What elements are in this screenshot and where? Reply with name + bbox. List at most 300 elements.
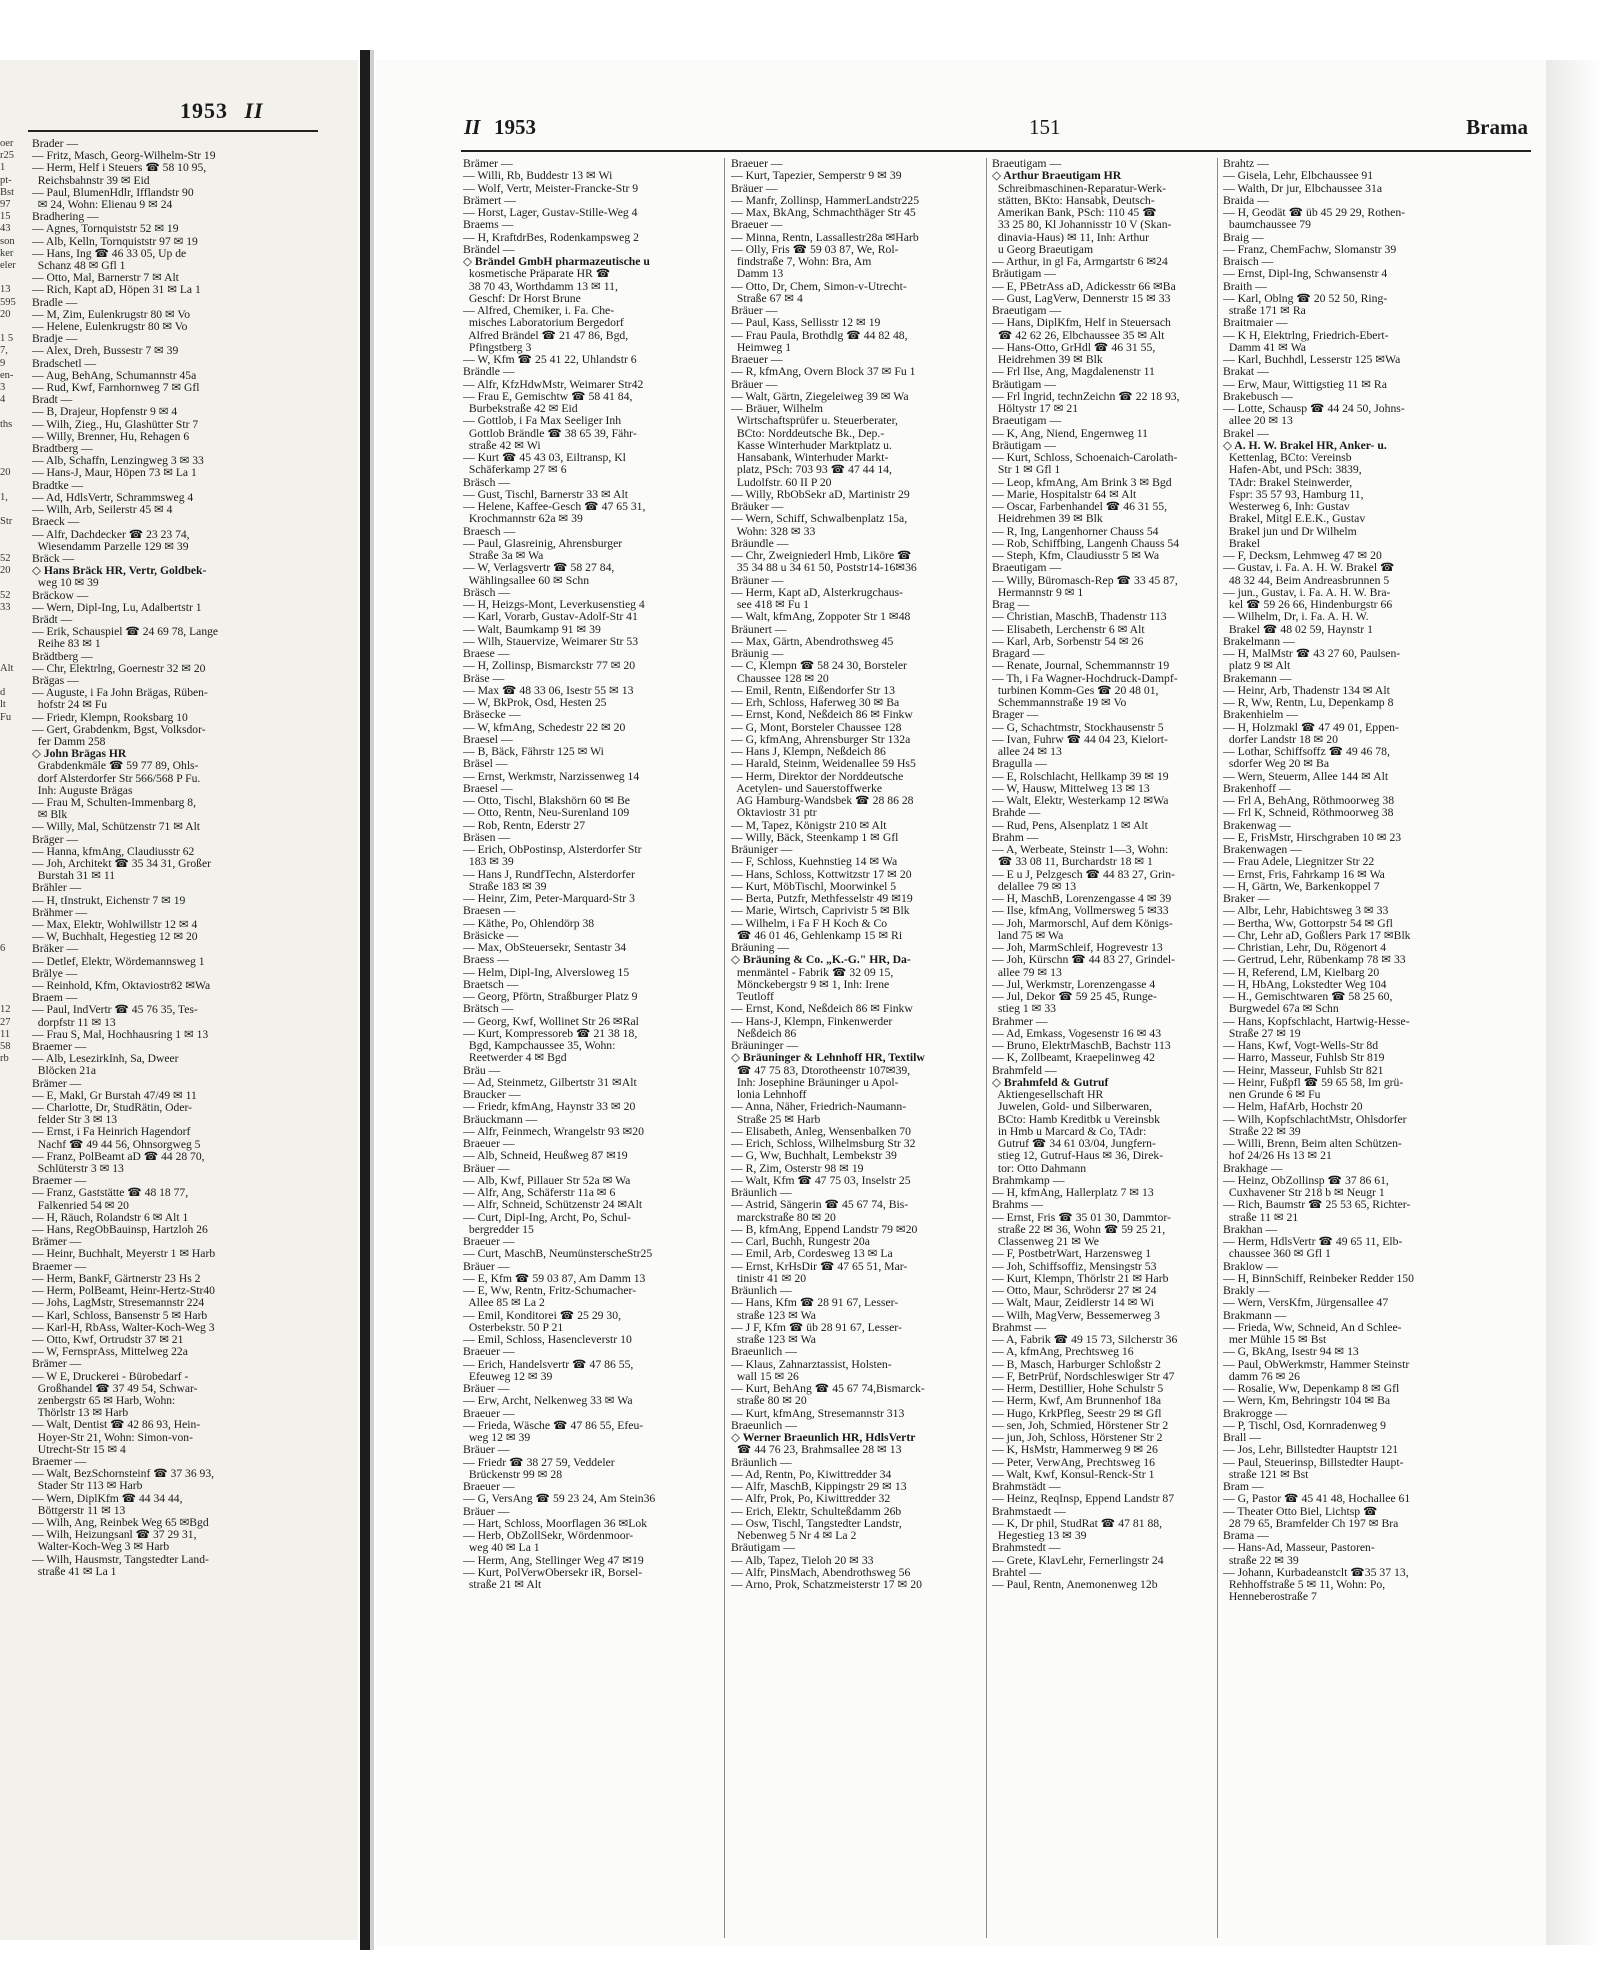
directory-entry: — Curt, Dipl-Ing, Archt, Po, Schul- bbox=[463, 1210, 631, 1224]
margin-fragment bbox=[0, 797, 20, 809]
directory-entry: — Karl, Schloss, Bansenstr 5 ✉ Harb bbox=[32, 1308, 208, 1322]
surname-heading: Brahmst — bbox=[992, 1320, 1047, 1334]
directory-entry: weg 40 ✉ La 1 bbox=[463, 1541, 540, 1555]
surname-heading: Brändel — bbox=[463, 242, 515, 256]
directory-entry: — Gust, LagVerw, Dennerstr 15 ✉ 33 bbox=[992, 291, 1171, 305]
directory-entry: — Wilh, MagVerw, Bessemerweg 3 bbox=[992, 1308, 1160, 1322]
directory-entry: straße 11 ✉ 21 bbox=[1223, 1210, 1299, 1224]
surname-heading: Brägas — bbox=[32, 673, 79, 687]
directory-entry: — Rob, Schiffbing, Langenh Chauss 54 bbox=[992, 536, 1180, 550]
page-year: 1953 bbox=[494, 115, 536, 139]
directory-entry: — Otto, Kwf, Ortrudstr 37 ✉ 21 bbox=[32, 1332, 184, 1346]
directory-entry: — G, Ww, Buchhalt, Lembekstr 39 bbox=[731, 1149, 897, 1163]
directory-entry: — G, VersAng ☎ 59 23 24, Am Stein36 bbox=[463, 1492, 656, 1506]
margin-fragment: 33 bbox=[0, 601, 11, 613]
directory-entry: Inh: Auguste Brägas bbox=[32, 783, 133, 797]
next-page-margin-bleed bbox=[0, 138, 20, 1065]
directory-entry: — Wilhelm, i Fa F H Koch & Co bbox=[731, 916, 888, 930]
surname-heading: Brahmstaedt — bbox=[992, 1504, 1066, 1518]
column-divider bbox=[986, 158, 987, 1938]
directory-entry: — Oscar, Farbenhandel ☎ 46 31 55, bbox=[992, 500, 1168, 513]
directory-entry: — K, HsMstr, Hammerweg 9 ✉ 26 bbox=[992, 1443, 1158, 1457]
directory-entry: — W, Kfm ☎ 25 41 22, Uhlandstr 6 bbox=[463, 353, 637, 366]
directory-entry: — A, Fabrik ☎ 49 15 73, Silcherstr 36 bbox=[992, 1333, 1178, 1346]
surname-heading: Brädtberg — bbox=[32, 649, 93, 663]
surname-heading: Bräuker — bbox=[731, 500, 784, 513]
directory-entry: — Karl, Buchhdl, Lesserstr 125 ✉Wa bbox=[1223, 353, 1401, 366]
surname-heading: Bräuning — bbox=[731, 941, 790, 954]
directory-entry: — Rud, Kwf, Farnhornweg 7 ✉ Gfl bbox=[32, 381, 200, 395]
directory-entry: Gutruf ☎ 34 61 03/04, Jungfern- bbox=[992, 1137, 1156, 1150]
directory-entry: — Kurt, Tapezier, Semperstr 9 ✉ 39 bbox=[731, 169, 902, 183]
directory-entry: Cuxhavener Str 218 b ✉ Neugr 1 bbox=[1223, 1186, 1385, 1199]
directory-entry: — Bräuer, Wilhelm bbox=[731, 402, 823, 415]
directory-entry: — Paul, BlumenHdlr, Ifflandstr 90 bbox=[32, 185, 194, 199]
margin-fragment: 9 bbox=[0, 357, 6, 369]
directory-entry: allee 24 ✉ 13 bbox=[992, 745, 1062, 758]
directory-entry: — Frl K, Schneid, Röthmoorweg 38 bbox=[1223, 806, 1394, 820]
directory-entry: — E, Kfm ☎ 59 03 87, Am Damm 13 bbox=[463, 1271, 646, 1285]
surname-heading: Bradt — bbox=[32, 393, 73, 407]
directory-entry: Hermannstr 9 ✉ 1 bbox=[992, 585, 1084, 599]
margin-fragment: 1 5 bbox=[0, 333, 14, 345]
directory-entry: felder Str 3 ✉ 13 bbox=[32, 1113, 118, 1127]
surname-heading: Bräuer — bbox=[731, 377, 778, 391]
directory-entry: — Willy, RbObSekr aD, Martinistr 29 bbox=[731, 487, 910, 501]
directory-entry: Böttgerstr 11 ✉ 13 bbox=[32, 1503, 126, 1517]
directory-entry: kosmetische Präparate HR ☎ bbox=[463, 267, 611, 281]
margin-fragment: 27 bbox=[0, 1016, 11, 1028]
directory-entry: — Wilh, KopfschlachtMstr, Ohlsdorfer bbox=[1223, 1112, 1407, 1126]
directory-entry: misches Laboratorium Bergedorf bbox=[463, 316, 624, 330]
directory-entry: — Frau E, Gemischtw ☎ 58 41 84, bbox=[463, 389, 633, 403]
directory-entry: — Wern, VersKfm, Jürgensallee 47 bbox=[1223, 1296, 1389, 1310]
directory-entry: Brakel bbox=[1223, 536, 1260, 550]
directory-entry: — Joh, Kürschn ☎ 44 83 27, Grindel- bbox=[992, 953, 1176, 967]
directory-entry: — H, HbAng, Lokstedter Weg 104 bbox=[1223, 977, 1387, 991]
surname-heading: Brama — bbox=[1223, 1529, 1269, 1542]
directory-entry: — Paul, Glasreinig, Ahrensburger bbox=[463, 536, 623, 550]
directory-entry: — P, Tischl, Osd, Kornradenweg 9 bbox=[1223, 1418, 1386, 1432]
directory-entry: Straße 27 ✉ 19 bbox=[1223, 1026, 1301, 1040]
directory-entry: straße 22 ✉ 39 bbox=[1223, 1553, 1299, 1567]
surname-heading: Bräunlich — bbox=[731, 1455, 792, 1469]
directory-entry: ☎ 42 62 26, Elbchaussee 35 ✉ Alt bbox=[992, 328, 1165, 342]
margin-fragment bbox=[0, 773, 20, 785]
directory-entry: Wiesendamm Parzelle 129 ✉ 39 bbox=[32, 539, 189, 553]
directory-entry: — Herm, PolBeamt, Heinr-Hertz-Str40 bbox=[32, 1284, 215, 1298]
surname-heading: Bräsch — bbox=[463, 475, 511, 489]
surname-heading: Brämer — bbox=[32, 1357, 82, 1371]
directory-entry: — Arno, Prok, Schatzmeisterstr 17 ✉ 20 bbox=[731, 1578, 922, 1591]
directory-entry: Brakel ☎ 48 02 59, Haynstr 1 bbox=[1223, 622, 1373, 636]
surname-heading: Brämer — bbox=[32, 1076, 82, 1090]
directory-entry: — Alex, Dreh, Bussestr 7 ✉ 39 bbox=[32, 344, 179, 358]
directory-entry: hof 24/26 Hs 13 ✉ 21 bbox=[1223, 1149, 1332, 1163]
directory-entry: — Joh, MarmSchleif, Hogrevestr 13 bbox=[992, 941, 1163, 954]
surname-heading: Braeuer — bbox=[731, 353, 783, 366]
directory-entry: — Wilhelm, Dr, i. Fa. A. H. W. bbox=[1223, 610, 1369, 624]
directory-entry: straße 42 ✉ Wi bbox=[463, 438, 541, 452]
directory-entry: Hoyer-Str 21, Wohn: Simon-von- bbox=[32, 1430, 193, 1444]
directory-entry: Ludolfstr. 60 II P 20 bbox=[731, 475, 832, 489]
previous-page-year: 1953 bbox=[180, 98, 228, 123]
directory-entry: — Jos, Lehr, Billstedter Hauptstr 121 bbox=[1223, 1443, 1399, 1457]
directory-entry: — Willy, Büromasch-Rep ☎ 33 45 87, bbox=[992, 573, 1178, 587]
surname-heading: Bram — bbox=[1223, 1480, 1264, 1493]
directory-entry: — Herm, Ang, Stellinger Weg 47 ✉19 bbox=[463, 1553, 644, 1567]
directory-entry: — Alfr, PinsMach, Abendrothsweg 56 bbox=[731, 1565, 911, 1579]
directory-entry: — Auguste, i Fa John Brägas, Rüben- bbox=[32, 686, 208, 700]
directory-entry: — Karl, Oblng ☎ 20 52 50, Ring- bbox=[1223, 291, 1388, 305]
directory-entry: — Willy, Bäck, Steenkamp 1 ✉ Gfl bbox=[731, 830, 899, 844]
directory-entry: Neßdeich 86 bbox=[731, 1026, 797, 1040]
margin-fragment bbox=[0, 431, 20, 443]
directory-entry: — W, FernsprAss, Mittelweg 22a bbox=[32, 1345, 188, 1359]
margin-fragment: r25 bbox=[0, 150, 14, 162]
directory-entry: — Gertrud, Lehr, Rübenkamp 78 ✉ 33 bbox=[1223, 953, 1406, 967]
margin-fragment bbox=[0, 736, 20, 748]
directory-entry: Grabdenkmäle ☎ 59 77 89, Ohls- bbox=[32, 759, 199, 773]
surname-heading: Braeunlich — bbox=[731, 1418, 797, 1432]
directory-entry: — Marie, Wirtsch, Caprivistr 5 ✉ Blk bbox=[731, 904, 910, 918]
directory-entry: stieg 1 ✉ 33 bbox=[992, 1002, 1057, 1016]
directory-entry: — Paul, Kass, Sellisstr 12 ✉ 19 bbox=[731, 316, 881, 330]
surname-heading: Brahmstädt — bbox=[992, 1480, 1061, 1493]
directory-entry: — G, Schachtmstr, Stockhausenstr 5 bbox=[992, 720, 1164, 734]
directory-entry: — Willy, Brenner, Hu, Rehagen 6 bbox=[32, 429, 190, 443]
surname-heading: Bräker — bbox=[32, 942, 79, 956]
surname-heading: Bräunlich — bbox=[731, 1186, 792, 1199]
margin-fragment: 52 bbox=[0, 589, 11, 601]
directory-entry: — K H, Elektrlng, Friedrich-Ebert- bbox=[1223, 328, 1389, 342]
margin-fragment bbox=[0, 858, 20, 870]
directory-entry: — R, Ww, Rentn, Lu, Depenkamp 8 bbox=[1223, 696, 1394, 709]
directory-entry: — Kurt ☎ 45 43 03, Eiltransp, Kl bbox=[463, 451, 626, 464]
directory-entry: — Paul, IndVertr ☎ 45 76 35, Tes- bbox=[32, 1003, 198, 1017]
directory-entry: — H, BinnSchiff, Reinbeker Redder 150 bbox=[1223, 1271, 1414, 1285]
directory-entry: sdorfer Weg 20 ✉ Ba bbox=[1223, 757, 1330, 771]
directory-entry: — Friedr, kfmAng, Haynstr 33 ✉ 20 bbox=[463, 1100, 636, 1114]
surname-heading: Braeutigam — bbox=[992, 158, 1062, 170]
directory-entry: — Heinr, Fußpfl ☎ 59 65 58, Im grü- bbox=[1223, 1075, 1404, 1089]
directory-entry: — Franz, Gaststätte ☎ 48 18 77, bbox=[32, 1186, 189, 1200]
surname-heading: Bräuner — bbox=[731, 573, 784, 587]
directory-entry: Bgd, Kampchaussee 35, Wohn: bbox=[463, 1039, 616, 1052]
directory-entry: straße 123 ✉ Wa bbox=[731, 1333, 816, 1346]
margin-fragment bbox=[0, 846, 20, 858]
directory-entry: — Chr, Lehr aD, Goßlers Park 17 ✉Blk bbox=[1223, 928, 1411, 942]
directory-entry: — Frl A, BehAng, Röthmoorweg 38 bbox=[1223, 794, 1395, 807]
directory-entry: — Horst, Lager, Gustav-Stille-Weg 4 bbox=[463, 206, 638, 219]
directory-entry: — Karl-H, RbAss, Walter-Koch-Weg 3 bbox=[32, 1320, 215, 1334]
directory-entry: — Chr, Elektrlng, Goernestr 32 ✉ 20 bbox=[32, 661, 206, 675]
directory-entry: Hafen-Abt, und PSch: 3839, bbox=[1223, 463, 1362, 477]
directory-entry: 28 79 65, Bramfelder Ch 197 ✉ Bra bbox=[1223, 1516, 1399, 1530]
directory-entry: — B, Bäck, Fährstr 125 ✉ Wi bbox=[463, 745, 604, 758]
surname-heading: Bräu — bbox=[463, 1063, 501, 1077]
surname-heading: Bräuer — bbox=[731, 181, 778, 195]
directory-entry: — H, Zollinsp, Bismarckstr 77 ✉ 20 bbox=[463, 659, 636, 673]
surname-heading: Braess — bbox=[463, 953, 509, 967]
directory-entry: — Ernst, Werkmstr, Narzissenweg 14 bbox=[463, 769, 640, 783]
directory-entry: stätten, BKto: Hansabk, Deutsch- bbox=[992, 193, 1155, 207]
directory-entry: — Frau S, Mal, Hochhausring 1 ✉ 13 bbox=[32, 1027, 209, 1041]
margin-fragment: 52 bbox=[0, 552, 11, 564]
directory-entry: 48 32 44, Beim Andreasbrunnen 5 bbox=[1223, 573, 1390, 587]
directory-entry: — Berta, Putzfr, Methfesselstr 49 ✉19 bbox=[731, 892, 913, 905]
directory-column-4 bbox=[1223, 158, 1461, 1604]
surname-heading: Bräuer — bbox=[731, 304, 778, 317]
firm-entry: ◇ Bräuninger & Lehnhoff HR, Textilw bbox=[731, 1051, 925, 1065]
margin-fragment bbox=[0, 675, 20, 687]
directory-entry: — Erw, Maur, Wittigstieg 11 ✉ Ra bbox=[1223, 377, 1387, 391]
surname-heading: Brahmkamp — bbox=[992, 1173, 1065, 1187]
directory-entry: — Ernst, Dipl-Ing, Schwansenstr 4 bbox=[1223, 267, 1388, 281]
surname-heading: Brämer — bbox=[32, 1235, 82, 1249]
directory-entry: — Bertha, Ww, Gottorpstr 54 ✉ Gfl bbox=[1223, 916, 1393, 930]
surname-heading: Braetsch — bbox=[463, 977, 519, 991]
surname-heading: Braeutigam — bbox=[992, 414, 1062, 428]
page-header bbox=[464, 115, 1544, 145]
margin-fragment bbox=[0, 919, 20, 931]
margin-fragment: son bbox=[0, 235, 15, 247]
directory-entry: — Georg, Kwf, Wollinet Str 26 ✉Ral bbox=[463, 1014, 639, 1028]
directory-page-151 bbox=[376, 60, 1546, 1945]
directory-entry: Inh: Josephine Bräuninger u Apol- bbox=[731, 1075, 899, 1089]
directory-entry: — Emil, Rentn, Eißendorfer Str 13 bbox=[731, 683, 895, 697]
previous-page-header bbox=[180, 98, 290, 124]
margin-fragment bbox=[0, 870, 20, 882]
page-header-rule bbox=[461, 150, 1531, 152]
margin-fragment bbox=[0, 809, 20, 821]
directory-entry: — Wern, Dipl-Ing, Lu, Adalbertstr 1 bbox=[32, 600, 202, 614]
directory-entry: BCto: Norddeutsche Bk., Dep.- bbox=[731, 426, 885, 440]
directory-entry: 38 70 43, Worthdamm 13 ✉ 11, bbox=[463, 279, 618, 293]
directory-entry: — Frl Ingrid, technZeichn ☎ 22 18 93, bbox=[992, 389, 1180, 403]
directory-entry: Stader Str 113 ✉ Harb bbox=[32, 1479, 143, 1493]
directory-entry: — Leop, kfmAng, Am Brink 3 ✉ Bgd bbox=[992, 475, 1172, 489]
directory-entry: Schäferkamp 27 ✉ 6 bbox=[463, 463, 567, 477]
directory-entry: — Wern, DiplKfm ☎ 44 34 44, bbox=[32, 1491, 183, 1505]
directory-entry: — Max ☎ 48 33 06, Isestr 55 ✉ 13 bbox=[463, 683, 634, 697]
directory-entry: — Wern, Steuerm, Allee 144 ✉ Alt bbox=[1223, 769, 1389, 783]
surname-heading: Brakat — bbox=[1223, 365, 1269, 379]
directory-entry: Burbekstraße 42 ✉ Eid bbox=[463, 402, 578, 415]
surname-heading: Braeuer — bbox=[463, 1345, 515, 1359]
margin-fragment bbox=[0, 272, 20, 284]
directory-entry: Straße 183 ✉ 39 bbox=[463, 879, 547, 893]
surname-heading: Bräutigam — bbox=[992, 377, 1056, 391]
surname-heading: Bräuer — bbox=[463, 1259, 510, 1273]
directory-entry: — Frl Ilse, Ang, Magdalenenstr 11 bbox=[992, 365, 1155, 379]
directory-entry: Krochmannstr 62a ✉ 39 bbox=[463, 512, 583, 526]
directory-entry: — R, Ing, Langenhorner Chauss 54 bbox=[992, 524, 1159, 538]
directory-entry: — Georg, Pförtn, Straßburger Platz 9 bbox=[463, 990, 638, 1003]
directory-entry: Thörlstr 13 ✉ Harb bbox=[32, 1406, 129, 1420]
directory-entry: — M, Zim, Eulenkrugstr 80 ✉ Vo bbox=[32, 307, 191, 321]
margin-fragment bbox=[0, 821, 20, 833]
surname-heading: Brakly — bbox=[1223, 1284, 1270, 1297]
surname-heading: Braesch — bbox=[463, 524, 516, 538]
directory-entry: weg 10 ✉ 39 bbox=[32, 576, 99, 590]
surname-heading: Braesen — bbox=[463, 904, 516, 918]
directory-entry: — H, Referend, LM, Kielbarg 20 bbox=[1223, 965, 1380, 979]
directory-entry: — Gustav, i. Fa. A. H. W. Brakel ☎ bbox=[1223, 561, 1395, 575]
directory-entry: — Alb, Tapez, Tieloh 20 ✉ 33 bbox=[731, 1553, 874, 1567]
directory-entry: BCto: Hamb Kreditbk u Vereinsbk bbox=[992, 1112, 1160, 1126]
directory-entry: — Herm, BankF, Gärtnerstr 23 Hs 2 bbox=[32, 1271, 201, 1285]
margin-fragment: ths bbox=[0, 418, 13, 430]
directory-entry: — Theater Otto Biel, Lichtsp ☎ bbox=[1223, 1504, 1378, 1518]
surname-heading: Brakel — bbox=[1223, 426, 1269, 440]
directory-entry: — G, Mont, Borsteler Chaussee 128 bbox=[731, 720, 902, 734]
margin-fragment bbox=[0, 626, 20, 638]
directory-entry: — Walt, Kfm ☎ 47 75 03, Inselstr 25 bbox=[731, 1173, 911, 1187]
directory-entry: — R, kfmAng, Overn Block 37 ✉ Fu 1 bbox=[731, 365, 916, 379]
directory-entry: platz, PSch: 703 93 ☎ 47 44 14, bbox=[731, 463, 892, 477]
directory-entry: ☎ 47 75 83, Dtorotheenstr 107✉39, bbox=[731, 1063, 911, 1077]
surname-heading: Brändle — bbox=[463, 365, 515, 379]
directory-entry: Wählingsallee 60 ✉ Schn bbox=[463, 573, 590, 587]
directory-entry: — Heinr, Arb, Thadenstr 134 ✉ Alt bbox=[1223, 683, 1390, 697]
surname-heading: Bräuer — bbox=[463, 1382, 510, 1395]
directory-entry: Nebenweg 5 Nr 4 ✉ La 2 bbox=[731, 1529, 857, 1542]
directory-entry: — Willi, Brenn, Beim alten Schützen- bbox=[1223, 1137, 1402, 1150]
directory-entry: — K, Ang, Niend, Engernweg 11 bbox=[992, 426, 1149, 440]
margin-fragment bbox=[0, 504, 20, 516]
surname-heading: Bräundle — bbox=[731, 536, 789, 550]
margin-fragment: 4 bbox=[0, 394, 6, 406]
directory-entry: Heimweg 1 bbox=[731, 340, 792, 354]
directory-entry: — Ernst, i Fa Heinrich Hagendorf bbox=[32, 1125, 191, 1139]
directory-entry: — Joh, Architekt ☎ 35 34 31, Großer bbox=[32, 856, 211, 870]
surname-heading: Bradhering — bbox=[32, 210, 99, 224]
surname-heading: Brähmer — bbox=[32, 905, 88, 919]
directory-entry: — Gisela, Lehr, Elbchaussee 91 bbox=[1223, 169, 1374, 183]
directory-entry: Efeuweg 12 ✉ 39 bbox=[463, 1369, 553, 1383]
surname-heading: Bräsch — bbox=[463, 585, 511, 599]
surname-heading: Bragulla — bbox=[992, 757, 1047, 771]
directory-entry: — Heinr, Buchhalt, Meyerstr 1 ✉ Harb bbox=[32, 1247, 216, 1261]
directory-entry: — Kurt, Schloss, Schoenaich-Carolath- bbox=[992, 451, 1178, 464]
directory-entry: — Alb, LesezirkInh, Sa, Dweer bbox=[32, 1052, 179, 1066]
directory-entry: — G, Pastor ☎ 45 41 48, Hochallee 61 bbox=[1223, 1492, 1411, 1506]
directory-entry: Pfingstberg 3 bbox=[463, 340, 532, 354]
directory-entry: Amerikan Bank, PSch: 110 45 ☎ bbox=[992, 206, 1157, 219]
surname-heading: Braeutigam — bbox=[992, 304, 1062, 317]
directory-entry: — E, Makl, Gr Burstah 47/49 ✉ 11 bbox=[32, 1088, 197, 1102]
directory-entry: Kasse Winterhuder Marktplatz u. bbox=[731, 438, 892, 452]
directory-entry: — Harro, Masseur, Fuhlsb Str 819 bbox=[1223, 1051, 1385, 1065]
directory-entry: straße 21 ✉ Alt bbox=[463, 1578, 542, 1591]
directory-entry: Acetylen- und Sauerstoffwerke bbox=[731, 781, 883, 795]
directory-entry: Osterbekstr. 50 P 21 bbox=[463, 1320, 564, 1334]
directory-entry: — Alfr, Feinmech, Wrangelstr 93 ✉20 bbox=[463, 1124, 644, 1138]
surname-heading: Brätsch — bbox=[463, 1002, 514, 1016]
directory-entry: — Jul, Dekor ☎ 59 25 45, Runge- bbox=[992, 990, 1157, 1003]
directory-entry: — Alfr, Dachdecker ☎ 23 23 74, bbox=[32, 527, 190, 541]
directory-entry: — Willy, Mal, Schützenstr 71 ✉ Alt bbox=[32, 820, 201, 834]
directory-entry: straße 22 ✉ 36, Wohn ☎ 59 25 21, bbox=[992, 1222, 1166, 1236]
directory-entry: — Heinr, Masseur, Fuhlsb Str 821 bbox=[1223, 1063, 1384, 1077]
directory-entry: — Hans-J, Klempn, Finkenwerder bbox=[731, 1014, 893, 1028]
margin-fragment: Fu bbox=[0, 711, 12, 723]
directory-entry: — Wern, Km, Behringstr 104 ✉ Ba bbox=[1223, 1394, 1391, 1408]
directory-entry: — jun, Joh, Schloss, Hörstener Str 2 bbox=[992, 1431, 1163, 1444]
directory-entry: — Erich, Schloss, Wilhelmsburg Str 32 bbox=[731, 1137, 916, 1150]
directory-entry: — Herm, Destillier, Hohe Schulstr 5 bbox=[992, 1382, 1164, 1395]
directory-entry: — Wilh, Hausmstr, Tangstedter Land- bbox=[32, 1552, 209, 1566]
directory-entry: — H., Gemischtwaren ☎ 58 25 60, bbox=[1223, 990, 1393, 1003]
directory-entry: wall 15 ✉ 26 bbox=[731, 1369, 799, 1383]
directory-entry: kel ☎ 59 26 66, Hindenburgstr 66 bbox=[1223, 598, 1393, 611]
directory-entry: — Alb, Schneid, Heußweg 87 ✉19 bbox=[463, 1149, 628, 1163]
margin-fragment: Str bbox=[0, 516, 13, 528]
directory-entry: — Gust, Tischl, Barnerstr 33 ✉ Alt bbox=[463, 487, 628, 501]
directory-entry: — Willi, Rb, Buddestr 13 ✉ Wi bbox=[463, 169, 613, 183]
directory-entry: marckstraße 80 ✉ 20 bbox=[731, 1210, 836, 1224]
directory-entry: — Wilh, Arb, Seilerstr 45 ✉ 4 bbox=[32, 503, 173, 517]
directory-entry: — Otto, Maur, Schrödersr 27 ✉ 24 bbox=[992, 1284, 1157, 1297]
margin-fragment bbox=[0, 614, 20, 626]
directory-entry: — C, Klempn ☎ 58 24 30, Borsteler bbox=[731, 659, 907, 673]
directory-entry: Brakel, Mitgl E.E.K., Gustav bbox=[1223, 512, 1366, 526]
directory-entry: — Paul, ObWerkmstr, Hammer Steinstr bbox=[1223, 1357, 1410, 1371]
margin-fragment: 11 bbox=[0, 1028, 11, 1040]
directory-entry: — K, Zollbeamt, Kraepelinweg 42 bbox=[992, 1051, 1155, 1065]
directory-entry: ✉ 24, Wohn: Elienau 9 ✉ 24 bbox=[32, 198, 173, 212]
surname-heading: Bräutigam — bbox=[992, 267, 1056, 281]
directory-entry: — H, KraftdrBes, Rodenkampsweg 2 bbox=[463, 230, 639, 244]
directory-entry: straße 41 ✉ La 1 bbox=[32, 1564, 117, 1578]
directory-entry: — Wilh, Heizungsanl ☎ 37 29 31, bbox=[32, 1528, 197, 1542]
surname-heading: Brag — bbox=[992, 598, 1030, 611]
firm-entry: ◇ Hans Bräck HR, Vertr, Goldbek- bbox=[32, 564, 207, 578]
surname-heading: Brakenhoff — bbox=[1223, 781, 1291, 795]
directory-entry: Kettenlag, BCto: Vereinsb bbox=[1223, 451, 1352, 464]
directory-entry: — Ad, Emkass, Vogesenstr 16 ✉ 43 bbox=[992, 1026, 1162, 1040]
directory-entry: — E, Ww, Rentn, Fritz-Schumacher- bbox=[463, 1284, 637, 1297]
directory-entry: Damm 13 bbox=[731, 267, 784, 281]
directory-entry: — H, Gärtn, We, Barkenkoppel 7 bbox=[1223, 879, 1380, 893]
surname-heading: Brakmann — bbox=[1223, 1308, 1287, 1322]
margin-fragment: 20 bbox=[0, 308, 11, 320]
directory-entry: — H, Geodät ☎ üb 45 29 29, Rothen- bbox=[1223, 206, 1406, 219]
surname-heading: Bräunig — bbox=[731, 647, 784, 660]
surname-heading: Bräsecke — bbox=[463, 708, 521, 722]
directory-entry: — Walt, BezSchornsteinf ☎ 37 36 93, bbox=[32, 1467, 215, 1481]
directory-entry: — Lotte, Schausp ☎ 44 24 50, Johns- bbox=[1223, 402, 1405, 415]
margin-fragment: Alt bbox=[0, 662, 14, 674]
directory-entry: — Wilh, Stauervize, Weimarer Str 53 bbox=[463, 634, 639, 648]
directory-entry: Oktaviostr 31 ptr bbox=[731, 806, 817, 820]
surname-heading: Brahtz — bbox=[1223, 158, 1269, 170]
surname-heading: Bräsel — bbox=[463, 757, 508, 771]
firm-entry: ◇ Brändel GmbH pharmazeutische u bbox=[463, 255, 650, 268]
directory-entry: — Ad, Steinmetz, Gilbertstr 31 ✉Alt bbox=[463, 1075, 637, 1089]
surname-heading: Braith — bbox=[1223, 279, 1267, 293]
directory-entry: — Manfr, Zollinsp, HammerLandstr225 bbox=[731, 193, 920, 207]
directory-entry: ☎ 33 08 11, Burchardstr 18 ✉ 1 bbox=[992, 855, 1153, 869]
directory-entry: — Frau Paula, Brothdlg ☎ 44 82 48, bbox=[731, 328, 908, 342]
directory-entry: — Max, BkAng, Schmachthäger Str 45 bbox=[731, 206, 916, 219]
margin-fragment bbox=[0, 882, 20, 894]
margin-fragment: 595 bbox=[0, 296, 16, 308]
directory-entry: — Christian, Lehr, Du, Rögenort 4 bbox=[1223, 941, 1387, 954]
directory-entry: — H, Räuch, Rolandstr 6 ✉ Alt 1 bbox=[32, 1210, 189, 1224]
margin-fragment bbox=[0, 638, 20, 650]
